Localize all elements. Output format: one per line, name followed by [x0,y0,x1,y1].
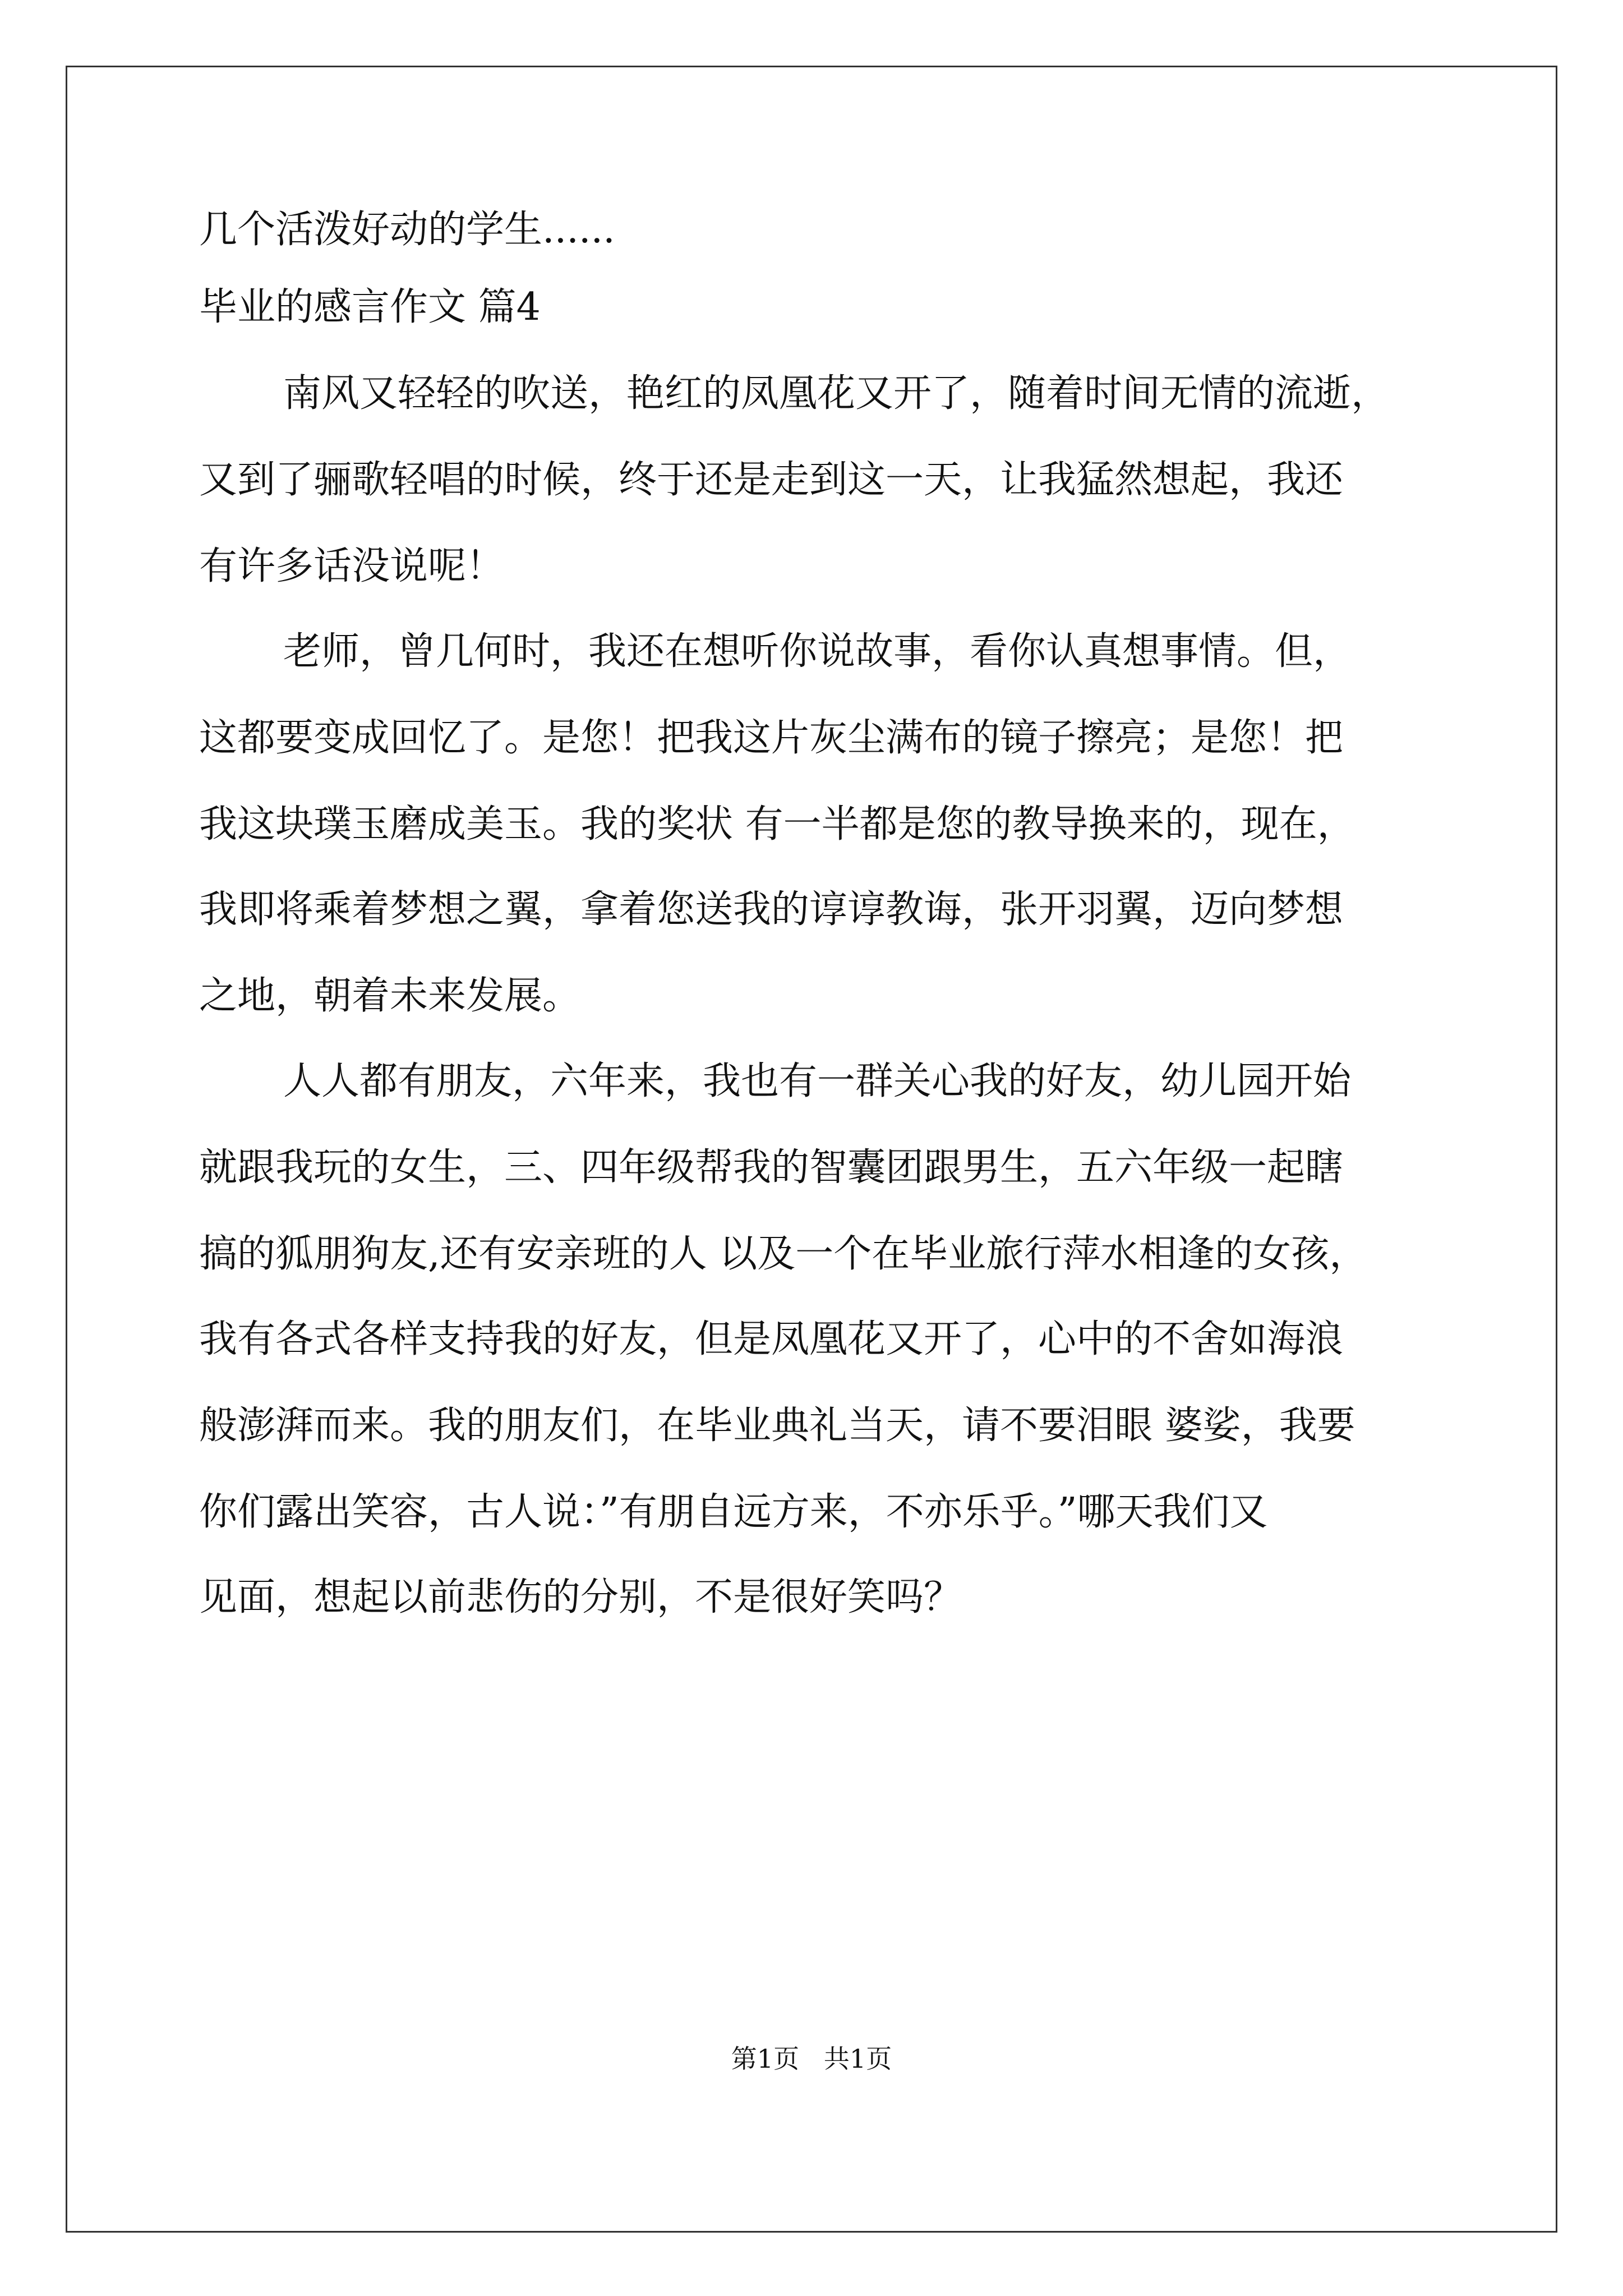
paragraph-3-line-5: 般澎湃而来。我的朋友们，在毕业典礼当天，请不要泪眼 婆娑，我要 [199,1404,1355,1448]
paragraph-3-line-6: 你们露出笑容，古人说：”有朋自远方来，不亦乐乎。”哪天我们又 [199,1490,1268,1534]
paragraph-3-line-3: 搞的狐朋狗友,还有安亲班的人 以及一个在毕业旅行萍水相逢的女孩， [199,1232,1368,1276]
section-heading: 毕业的感言作文 篇4 [199,285,541,329]
text-line-continuation: 几个活泼好动的学生...... [199,208,615,252]
paragraph-3-line-4: 我有各式各样支持我的好友，但是凤凰花又开了，心中的不舍如海浪 [199,1317,1344,1361]
paragraph-3-line-7: 见面，想起以前悲伤的分别，不是很好笑吗？ [199,1575,962,1619]
paragraph-2-line-3: 我这块璞玉磨成美玉。我的奖状 有一半都是您的教导换来的，现在， [199,802,1355,846]
paragraph-3-line-2: 就跟我玩的女生，三、四年级帮我的智囊团跟男生，五六年级一起瞎 [199,1145,1344,1190]
paragraph-2-line-5: 之地，朝着未来发展。 [199,974,581,1018]
paragraph-2-line-4: 我即将乘着梦想之翼，拿着您送我的谆谆教诲，张开羽翼，迈向梦想 [199,887,1344,932]
page-footer: 第1页 共1页 [731,2044,892,2074]
paragraph-1-line-3: 有许多话没说呢！ [199,544,505,588]
paragraph-2-line-2: 这都要变成回忆了。是您！把我这片灰尘满布的镜子擦亮；是您！把 [199,716,1344,760]
paragraph-1-line-2: 又到了骊歌轻唱的时候，终于还是走到这一天，让我猛然想起，我还 [199,458,1344,502]
paragraph-2-line-1: 老师，曾几何时，我还在想听你说故事，看你认真想事情。但， [283,629,1352,674]
paragraph-3-line-1: 人人都有朋友，六年来，我也有一群关心我的好友，幼儿园开始 [283,1059,1352,1103]
paragraph-1-line-1: 南风又轻轻的吹送，艳红的凤凰花又开了，随着时间无情的流逝， [283,371,1390,416]
